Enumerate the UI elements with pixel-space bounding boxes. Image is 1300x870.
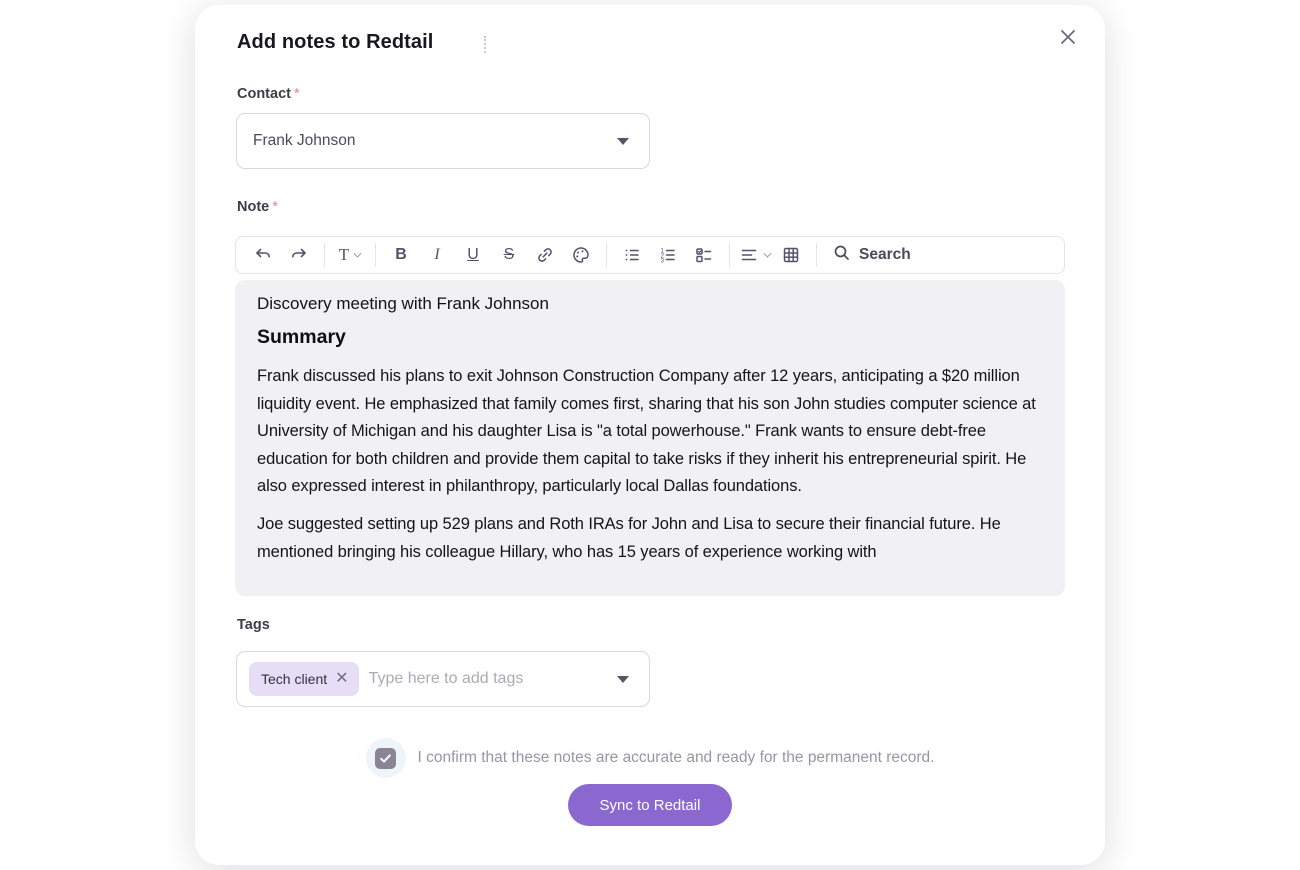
sync-to-redtail-button[interactable]: Sync to Redtail bbox=[568, 784, 733, 826]
confirmation-label: I confirm that these notes are accurate and ready for the permanent record. bbox=[417, 749, 935, 766]
tags-input[interactable] bbox=[369, 670, 607, 688]
undo-button[interactable] bbox=[246, 240, 280, 270]
contact-select[interactable] bbox=[236, 113, 650, 169]
modal-title: Add notes to Redtail bbox=[237, 31, 434, 53]
confirmation-checkbox[interactable] bbox=[366, 738, 406, 778]
italic-button[interactable] bbox=[420, 240, 454, 270]
svg-text:2: 2 bbox=[660, 253, 664, 260]
strikethrough-icon: S bbox=[503, 246, 515, 263]
task-list-icon bbox=[694, 245, 714, 265]
svg-text:3: 3 bbox=[660, 258, 664, 265]
close-icon bbox=[1059, 28, 1077, 49]
svg-text:1: 1 bbox=[660, 248, 664, 255]
toolbar-divider bbox=[729, 243, 730, 267]
remove-tag-icon[interactable]: ✕ bbox=[335, 670, 349, 687]
chevron-down-icon bbox=[617, 676, 629, 683]
contact-label-text: Contact bbox=[237, 86, 291, 102]
undo-icon bbox=[253, 245, 273, 265]
ordered-list-button[interactable] bbox=[651, 240, 685, 270]
strikethrough-button[interactable] bbox=[492, 240, 526, 270]
table-button[interactable] bbox=[774, 240, 808, 270]
required-asterisk: * bbox=[293, 86, 300, 102]
link-icon bbox=[535, 245, 555, 265]
underline-button[interactable] bbox=[456, 240, 490, 270]
note-summary-heading: Summary bbox=[257, 326, 346, 348]
text-style-button[interactable] bbox=[333, 240, 367, 270]
ordered-list-icon bbox=[658, 245, 678, 265]
tag-chip-label: Tech client bbox=[261, 671, 328, 687]
text-cursor bbox=[484, 36, 486, 53]
add-notes-modal bbox=[195, 5, 1105, 865]
tags-input-container[interactable] bbox=[236, 651, 650, 707]
required-asterisk: * bbox=[272, 199, 278, 215]
color-palette-button[interactable] bbox=[564, 240, 598, 270]
note-doc-title: Discovery meeting with Frank Johnson bbox=[257, 294, 549, 313]
editor-toolbar bbox=[235, 236, 1065, 274]
tag-chip bbox=[249, 662, 359, 696]
bullet-list-icon bbox=[622, 245, 642, 265]
bullet-list-button[interactable] bbox=[615, 240, 649, 270]
action-row bbox=[195, 784, 1105, 826]
close-button[interactable] bbox=[1051, 21, 1085, 55]
palette-icon bbox=[571, 245, 591, 265]
chevron-down-icon bbox=[764, 249, 772, 257]
search-label: Search bbox=[859, 246, 911, 263]
link-button[interactable] bbox=[528, 240, 562, 270]
note-content-area[interactable] bbox=[235, 280, 1065, 596]
text-style-icon: T bbox=[338, 245, 350, 264]
toolbar-divider bbox=[324, 243, 325, 267]
task-list-button[interactable] bbox=[687, 240, 721, 270]
tags-label: Tags bbox=[237, 617, 270, 633]
note-label bbox=[237, 199, 278, 215]
redo-icon bbox=[289, 245, 309, 265]
toolbar-divider bbox=[816, 243, 817, 267]
bold-icon: B bbox=[395, 246, 407, 263]
align-button[interactable] bbox=[738, 240, 772, 270]
chevron-down-icon bbox=[354, 249, 362, 257]
confirmation-row bbox=[195, 738, 1105, 778]
note-paragraph: Joe suggested setting up 529 plans and Roth IRAs for John and Lisa to secure their financial future. He mentioned bringing his colleague Hillary, who has 15 years of experience working with bbox=[257, 514, 1001, 561]
editor-search-button[interactable] bbox=[825, 244, 911, 267]
chevron-down-icon bbox=[617, 138, 629, 145]
underline-icon: U bbox=[467, 246, 479, 263]
toolbar-divider bbox=[375, 243, 376, 267]
align-left-icon bbox=[739, 245, 759, 265]
contact-label bbox=[237, 86, 300, 102]
note-label-text: Note bbox=[237, 199, 270, 215]
redo-button[interactable] bbox=[282, 240, 316, 270]
checkbox-checked-icon bbox=[375, 748, 396, 769]
note-paragraph: Frank discussed his plans to exit Johnson Construction Company after 12 years, anticipating a $20 million liquidity event. He emphasized that family comes first, sharing that his son John studies computer science at University of Michigan and his daughter Lisa is "a total powerhouse." Frank wants to ensure debt-free education for both children and provide them capital to take risks if they inherit his entrepreneurial spirit. He also expressed interest in philanthropy, particularly local Dallas foundations. bbox=[257, 367, 1036, 496]
bold-button[interactable] bbox=[384, 240, 418, 270]
toolbar-divider bbox=[606, 243, 607, 267]
note-editor bbox=[235, 236, 1065, 596]
italic-icon: I bbox=[434, 246, 440, 263]
search-icon bbox=[833, 244, 851, 267]
table-icon bbox=[781, 245, 801, 265]
contact-select-value: Frank Johnson bbox=[253, 132, 356, 149]
